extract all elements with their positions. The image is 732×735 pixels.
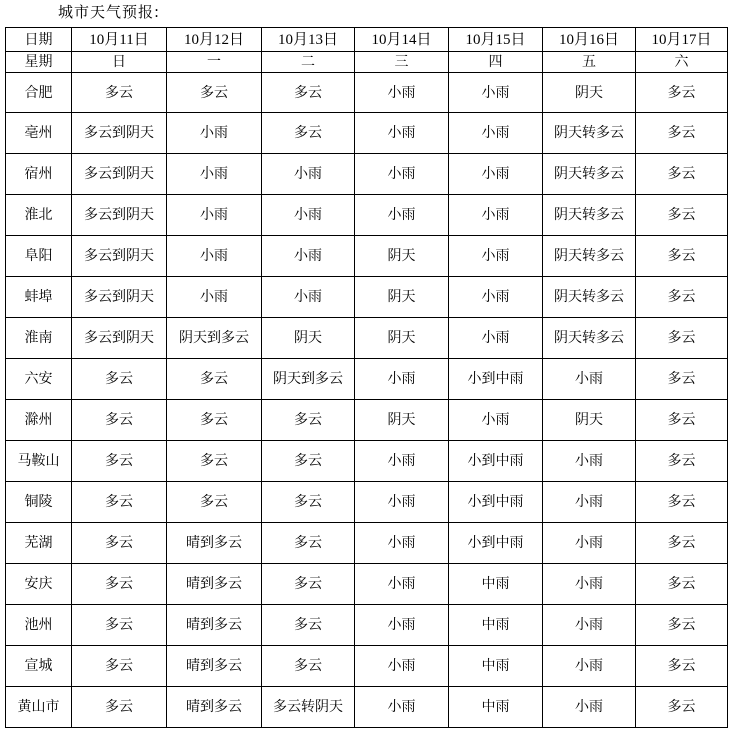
city-name-cell: 滁州 [6,400,72,441]
weather-cell: 多云 [262,441,355,482]
weather-cell: 小雨 [449,73,543,113]
city-name-cell: 芜湖 [6,523,72,564]
city-row [6,605,728,646]
weather-cell: 多云 [167,482,262,523]
weather-cell: 小雨 [262,195,355,236]
city-name-cell: 亳州 [6,113,72,154]
weather-cell: 小雨 [355,154,449,195]
weather-cell: 小雨 [262,154,355,195]
weather-cell: 多云到阴天 [72,318,167,359]
weather-cell: 阴天 [355,277,449,318]
weekday-cell: 二 [262,52,355,73]
weather-cell: 多云到阴天 [72,277,167,318]
city-row [6,523,728,564]
weather-cell: 小雨 [355,195,449,236]
city-row [6,318,728,359]
city-name-cell: 六安 [6,359,72,400]
weather-cell: 阴天 [543,400,636,441]
weather-cell: 多云 [636,318,728,359]
weather-cell: 多云 [636,523,728,564]
weather-cell: 多云 [262,646,355,687]
weather-cell: 多云 [72,73,167,113]
city-row [6,73,728,113]
weather-cell: 小到中雨 [449,482,543,523]
date-label-cell: 日期 [6,28,72,52]
weather-cell: 小雨 [355,523,449,564]
weather-cell: 小雨 [449,154,543,195]
city-name-cell: 蚌埠 [6,277,72,318]
weather-cell: 多云 [636,236,728,277]
week-label-cell: 星期 [6,52,72,73]
weather-cell: 多云到阴天 [72,113,167,154]
weather-cell: 晴到多云 [167,564,262,605]
weather-cell: 小雨 [355,441,449,482]
weather-cell: 小雨 [355,687,449,728]
weekday-cell: 五 [543,52,636,73]
city-row [6,687,728,728]
weather-cell: 多云 [167,73,262,113]
weather-forecast-table [5,27,728,728]
weather-cell: 小雨 [167,236,262,277]
weather-cell: 多云 [636,687,728,728]
weather-cell: 多云 [262,605,355,646]
city-row [6,441,728,482]
city-row [6,195,728,236]
weather-cell: 多云 [72,400,167,441]
weather-cell: 多云 [636,154,728,195]
city-row [6,482,728,523]
weather-cell: 小雨 [449,400,543,441]
weather-cell: 多云 [72,523,167,564]
weather-cell: 多云 [636,482,728,523]
weekday-cell: 六 [636,52,728,73]
weather-cell: 晴到多云 [167,646,262,687]
city-name-cell: 安庆 [6,564,72,605]
date-cell: 10月15日 [449,28,543,52]
weather-cell: 小雨 [543,359,636,400]
city-row [6,236,728,277]
date-cell: 10月12日 [167,28,262,52]
weather-cell: 小雨 [355,482,449,523]
weather-cell: 小雨 [355,564,449,605]
weather-cell: 阴天转多云 [543,277,636,318]
weather-cell: 多云 [636,113,728,154]
city-row [6,154,728,195]
weather-cell: 阴天转多云 [543,195,636,236]
weather-cell: 多云到阴天 [72,236,167,277]
city-row [6,564,728,605]
weather-cell: 阴天 [355,236,449,277]
weekday-cell: 三 [355,52,449,73]
city-name-cell: 宿州 [6,154,72,195]
weather-cell: 多云到阴天 [72,195,167,236]
weather-cell: 阴天转多云 [543,113,636,154]
weather-cell: 多云 [262,400,355,441]
weather-cell: 阴天 [543,73,636,113]
date-cell: 10月11日 [72,28,167,52]
weather-cell: 小到中雨 [449,441,543,482]
weather-cell: 小雨 [262,236,355,277]
city-name-cell: 马鞍山 [6,441,72,482]
weather-cell: 阴天 [262,318,355,359]
weather-cell: 多云 [72,359,167,400]
weather-cell: 多云 [262,113,355,154]
weather-cell: 中雨 [449,564,543,605]
weather-cell: 小到中雨 [449,523,543,564]
weather-cell: 多云 [636,605,728,646]
weather-cell: 多云 [72,687,167,728]
city-name-cell: 铜陵 [6,482,72,523]
weather-cell: 小雨 [449,277,543,318]
weekday-cell: 一 [167,52,262,73]
weather-cell: 小雨 [543,687,636,728]
weather-cell: 多云 [636,195,728,236]
city-name-cell: 淮南 [6,318,72,359]
city-name-cell: 阜阳 [6,236,72,277]
weather-cell: 小雨 [543,523,636,564]
weather-cell: 多云 [636,646,728,687]
weather-cell: 小雨 [449,195,543,236]
city-name-cell: 宣城 [6,646,72,687]
weather-cell: 多云 [262,73,355,113]
weather-cell: 中雨 [449,605,543,646]
weather-cell: 小到中雨 [449,359,543,400]
city-row [6,400,728,441]
weather-cell: 晴到多云 [167,605,262,646]
weather-cell: 多云 [262,482,355,523]
weather-cell: 多云 [167,441,262,482]
weather-cell: 小雨 [449,318,543,359]
weather-cell: 小雨 [167,113,262,154]
weather-cell: 晴到多云 [167,687,262,728]
weather-cell: 多云 [636,564,728,605]
weather-cell: 阴天转多云 [543,318,636,359]
weather-cell: 阴天 [355,318,449,359]
weather-cell: 小雨 [355,646,449,687]
date-cell: 10月17日 [636,28,728,52]
weather-cell: 小雨 [355,605,449,646]
weather-cell: 小雨 [262,277,355,318]
weather-cell: 小雨 [449,236,543,277]
city-row [6,359,728,400]
weather-cell: 多云 [72,564,167,605]
weather-cell: 多云到阴天 [72,154,167,195]
weather-cell: 阴天 [355,400,449,441]
weather-cell: 多云 [167,359,262,400]
weather-cell: 多云 [262,523,355,564]
city-row [6,277,728,318]
weather-cell: 多云 [636,359,728,400]
weather-cell: 小雨 [167,277,262,318]
weather-cell: 小雨 [543,441,636,482]
weekday-cell: 日 [72,52,167,73]
weather-cell: 多云转阴天 [262,687,355,728]
weather-cell: 多云 [636,73,728,113]
city-name-cell: 池州 [6,605,72,646]
weather-cell: 多云 [636,441,728,482]
weather-cell: 多云 [636,277,728,318]
weather-cell: 阴天到多云 [262,359,355,400]
weather-cell: 阴天转多云 [543,236,636,277]
date-cell: 10月13日 [262,28,355,52]
date-cell: 10月14日 [355,28,449,52]
weather-cell: 小雨 [355,73,449,113]
weather-cell: 中雨 [449,646,543,687]
date-header-row [6,28,728,52]
weather-cell: 多云 [167,400,262,441]
date-cell: 10月16日 [543,28,636,52]
weather-cell: 小雨 [543,564,636,605]
city-name-cell: 淮北 [6,195,72,236]
weather-cell: 阴天到多云 [167,318,262,359]
weather-cell: 多云 [72,482,167,523]
weather-cell: 小雨 [543,605,636,646]
weather-cell: 多云 [262,564,355,605]
weather-cell: 小雨 [543,482,636,523]
weather-cell: 多云 [636,400,728,441]
city-row [6,646,728,687]
weather-cell: 多云 [72,646,167,687]
city-name-cell: 黄山市 [6,687,72,728]
weather-cell: 小雨 [167,195,262,236]
document-title: 城市天气预报: [58,3,161,21]
weather-cell: 小雨 [355,359,449,400]
weather-cell: 多云 [72,605,167,646]
weekday-header-row [6,52,728,73]
weather-cell: 小雨 [355,113,449,154]
weather-cell: 中雨 [449,687,543,728]
weather-cell: 小雨 [543,646,636,687]
weather-cell: 晴到多云 [167,523,262,564]
weather-cell: 小雨 [167,154,262,195]
weekday-cell: 四 [449,52,543,73]
weather-cell: 阴天转多云 [543,154,636,195]
weather-cell: 多云 [72,441,167,482]
weather-cell: 小雨 [449,113,543,154]
city-name-cell: 合肥 [6,73,72,113]
city-row [6,113,728,154]
